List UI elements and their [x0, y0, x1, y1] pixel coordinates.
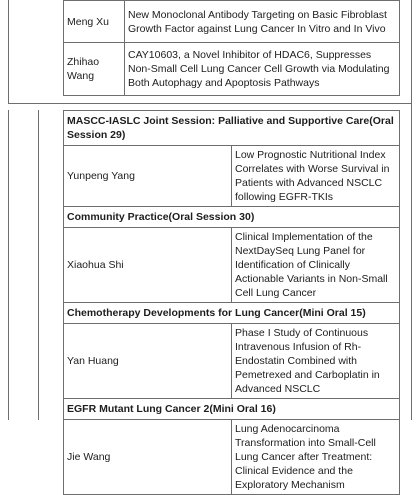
outer-border-left-bottom [8, 110, 9, 420]
author-cell: Yunpeng Yang [64, 146, 232, 207]
table-row [64, 420, 400, 495]
session-title: EGFR Mutant Lung Cancer 2(Mini Oral 16) [64, 399, 400, 420]
session-title: Community Practice(Oral Session 30) [64, 207, 400, 228]
author-cell: Xiaohua Shi [64, 228, 232, 303]
title-cell: Clinical Implementation of the NextDaySeq Lung Panel for Identification of Clinically Actionable Variants in Non-Small Cell Lung Cancer [232, 228, 400, 303]
outer-border-left-top [8, 0, 9, 103]
session-header-row [64, 399, 400, 420]
session-header-row [64, 111, 400, 146]
outer-border-right [411, 0, 412, 420]
title-cell: Low Prognostic Nutritional Index Correlates with Worse Survival in Patients with Advanced NSCLC following EGFR-TKIs [232, 146, 400, 207]
session-header-row [64, 207, 400, 228]
column-divider [38, 110, 39, 420]
table-row [64, 43, 400, 96]
author-cell: Zhihao Wang [64, 43, 125, 96]
author-cell: Yan Huang [64, 324, 232, 399]
session-title: MASCC-IASLC Joint Session: Palliative and Supportive Care(Oral Session 29) [64, 111, 400, 146]
table-row [64, 1, 400, 43]
table-row [64, 228, 400, 303]
author-cell: Meng Xu [64, 1, 125, 43]
table-row [64, 324, 400, 399]
paper-table-top [63, 0, 400, 96]
table-row [64, 146, 400, 207]
session-header-row [64, 303, 400, 324]
session-title: Chemotherapy Developments for Lung Cancer(Mini Oral 15) [64, 303, 400, 324]
paper-table-main [63, 110, 400, 495]
title-cell: Lung Adenocarcinoma Transformation into Small-Cell Lung Cancer after Treatment: Clinical Evidence and the Exploratory Mechanism [232, 420, 400, 495]
title-cell: New Monoclonal Antibody Targeting on Basic Fibroblast Growth Factor against Lung Cancer In Vitro and In Vivo [125, 1, 400, 43]
title-cell: CAY10603, a Novel Inhibitor of HDAC6, Suppresses Non-Small Cell Lung Cancer Cell Growth via Modulating Both Autophagy and Apoptosis Pathways [125, 43, 400, 96]
section-divider [8, 103, 412, 104]
author-cell: Jie Wang [64, 420, 232, 495]
title-cell: Phase I Study of Continuous Intravenous Infusion of Rh-Endostatin Combined with Pemetrexed and Carboplatin in Advanced NSCLC [232, 324, 400, 399]
